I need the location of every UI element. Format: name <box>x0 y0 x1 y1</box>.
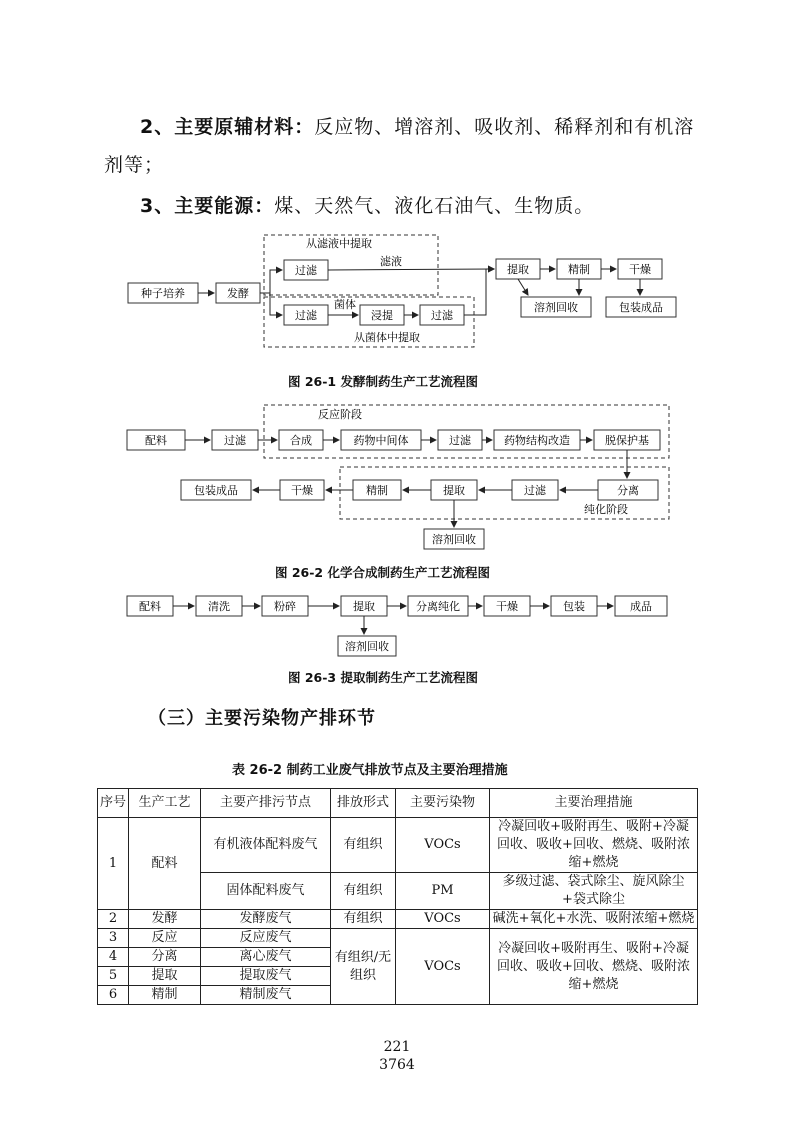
region-cells-label: 从菌体中提取 <box>354 331 420 344</box>
box-extract: 提取 <box>507 263 529 276</box>
region-filtrate-label: 从滤液中提取 <box>306 237 372 250</box>
section-title: （三）主要污染物产排环节 <box>148 708 376 729</box>
page-number: 221 <box>383 1039 411 1055</box>
box-dry: 干燥 <box>291 484 313 497</box>
box-filter-c: 过滤 <box>524 484 546 497</box>
box-mix: 配料 <box>145 434 167 447</box>
box-dry: 干燥 <box>496 600 518 613</box>
box-pack: 包装成品 <box>619 301 663 314</box>
cell-pollutant: VOCs <box>396 818 490 873</box>
header-cell: 序号 <box>98 789 129 818</box>
cell-no: 4 <box>98 948 129 967</box>
energy-paragraph <box>140 197 594 216</box>
cell-no: 2 <box>98 910 129 929</box>
box-crush: 粉碎 <box>274 600 296 613</box>
box-leach: 浸提 <box>371 309 393 322</box>
material-paragraph <box>140 118 694 137</box>
header-cell: 主要治理措施 <box>490 789 698 818</box>
box-filter3: 过滤 <box>431 309 453 322</box>
cell-node: 提取废气 <box>201 967 331 986</box>
box-refine: 精制 <box>568 263 590 276</box>
material-label: 2、主要原辅材料： <box>140 116 315 138</box>
box-pack: 包装 <box>563 600 585 613</box>
box-solvent: 溶剂回收 <box>345 640 389 653</box>
box-dry: 干燥 <box>629 263 651 276</box>
box-separate: 分离 <box>617 484 639 497</box>
cell-node: 有机液体配料废气 <box>201 818 331 873</box>
table-header-row <box>98 789 698 818</box>
header-cell: 主要产排污节点 <box>201 789 331 818</box>
filtrate-label: 滤液 <box>380 255 402 268</box>
box-mix: 配料 <box>139 600 161 613</box>
cell-form: 有组织 <box>331 818 396 873</box>
box-filter-b: 过滤 <box>449 434 471 447</box>
box-seed: 种子培养 <box>141 287 185 300</box>
cell-process: 反应 <box>129 929 201 948</box>
material-paragraph-cont: 剂等； <box>104 154 165 176</box>
cell-measure: 碱洗+氧化+水洗、吸附浓缩+燃烧 <box>490 910 698 929</box>
cell-form: 有组织 <box>331 910 396 929</box>
cell-node: 离心废气 <box>201 948 331 967</box>
cell-pollutant: VOCs <box>396 910 490 929</box>
box-extract: 提取 <box>443 484 465 497</box>
fermentation-flowchart <box>0 225 794 355</box>
box-synth: 合成 <box>290 434 312 447</box>
box-modify: 药物结构改造 <box>504 434 570 447</box>
table-title: 表 26-2 制药工业废气排放节点及主要治理措施 <box>232 763 508 778</box>
box-deprotect: 脱保护基 <box>605 434 649 447</box>
region-purify-label: 纯化阶段 <box>584 503 628 516</box>
cell-no: 6 <box>98 986 129 1005</box>
header-cell: 生产工艺 <box>129 789 201 818</box>
region-reaction-label: 反应阶段 <box>318 408 362 421</box>
box-wash: 清洗 <box>208 600 230 613</box>
cell-process: 分离 <box>129 948 201 967</box>
cell-process: 精制 <box>129 986 201 1005</box>
table-row <box>98 929 698 948</box>
table-row <box>98 910 698 929</box>
box-ferment: 发酵 <box>227 287 249 300</box>
material-text: 反应物、增溶剂、吸收剂、稀释剂和有机溶 <box>314 116 695 138</box>
cell-pollutant: VOCs <box>396 929 490 1005</box>
cell-measure: 多级过滤、袋式除尘、旋风除尘+袋式除尘 <box>490 873 698 910</box>
cell-process: 提取 <box>129 967 201 986</box>
cell-node: 固体配料废气 <box>201 873 331 910</box>
cell-no: 1 <box>98 818 129 910</box>
fig1-caption: 图 26-1 发酵制药生产工艺流程图 <box>288 374 478 389</box>
box-filter1: 过滤 <box>295 264 317 277</box>
cell-process: 发酵 <box>129 910 201 929</box>
header-cell: 排放形式 <box>331 789 396 818</box>
box-filter-a: 过滤 <box>224 434 246 447</box>
box-solvent: 溶剂回收 <box>534 301 578 314</box>
cell-measure: 冷凝回收+吸附再生、吸附+冷凝回收、吸收+回收、燃烧、吸附浓缩+燃烧 <box>490 818 698 873</box>
box-extract: 提取 <box>353 600 375 613</box>
energy-text: 煤、天然气、液化石油气、生物质。 <box>274 195 595 217</box>
box-separate: 分离纯化 <box>416 600 460 613</box>
box-intermediate: 药物中间体 <box>353 434 409 447</box>
header-cell: 主要污染物 <box>396 789 490 818</box>
extraction-flowchart <box>0 590 794 660</box>
cell-no: 3 <box>98 929 129 948</box>
cell-node: 发酵废气 <box>201 910 331 929</box>
box-pack: 包装成品 <box>194 484 238 497</box>
energy-label: 3、主要能源： <box>140 195 275 217</box>
page-number-secondary: 3764 <box>379 1057 415 1073</box>
synthesis-flowchart <box>0 400 794 555</box>
table-row <box>98 818 698 873</box>
cell-no: 5 <box>98 967 129 986</box>
fig3-caption: 图 26-3 提取制药生产工艺流程图 <box>288 670 478 685</box>
box-refine: 精制 <box>366 484 388 497</box>
fig2-caption: 图 26-2 化学合成制药生产工艺流程图 <box>275 565 490 580</box>
cell-form: 有组织/无组织 <box>331 929 396 1005</box>
box-solvent: 溶剂回收 <box>432 533 476 546</box>
cell-node: 精制废气 <box>201 986 331 1005</box>
cell-form: 有组织 <box>331 873 396 910</box>
cell-pollutant: PM <box>396 873 490 910</box>
cell-measure: 冷凝回收+吸附再生、吸附+冷凝回收、吸收+回收、燃烧、吸附浓缩+燃烧 <box>490 929 698 1005</box>
emission-table <box>97 788 698 1005</box>
cell-process: 配料 <box>129 818 201 910</box>
cells-label: 菌体 <box>334 298 356 311</box>
cell-node: 反应废气 <box>201 929 331 948</box>
box-filter2: 过滤 <box>295 309 317 322</box>
box-product: 成品 <box>630 600 652 613</box>
